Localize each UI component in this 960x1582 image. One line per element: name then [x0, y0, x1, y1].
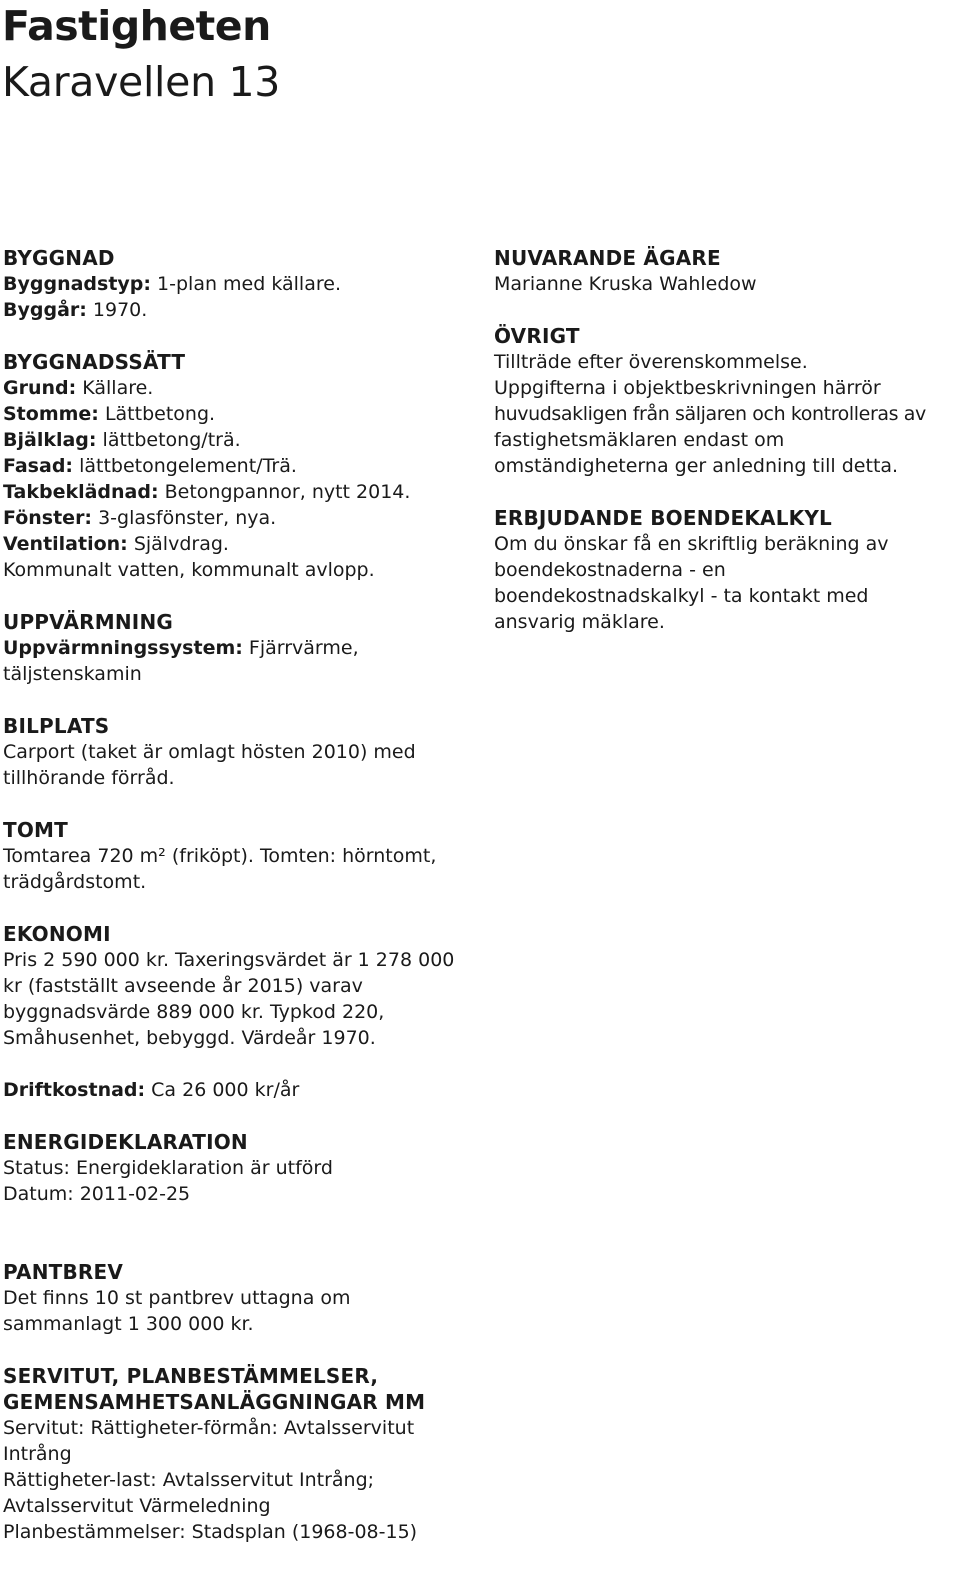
info-value: Källare. [76, 377, 154, 399]
info-text: boendekostnadskalkyl - ta kontakt med [494, 585, 869, 607]
page-title: Fastigheten [2, 2, 271, 50]
info-label: Grund: [3, 377, 77, 399]
info-value: Betongpannor, nytt 2014. [158, 481, 411, 503]
info-text: Planbestämmelser: Stadsplan (1968-08-15) [3, 1521, 418, 1543]
info-text: Avtalsservitut Värmeledning [3, 1495, 271, 1517]
info-value: Ca 26 000 kr/år [145, 1079, 300, 1101]
info-text: Om du önskar få en skriftlig beräkning av [494, 533, 889, 555]
info-text: Tillträde efter överenskommelse. [494, 351, 808, 373]
info-text: Uppgifterna i objektbeskrivningen härrör [494, 377, 881, 399]
info-value: 3-glasfönster, nya. [92, 507, 277, 529]
info-value: lättbetongelement/Trä. [73, 455, 297, 477]
section-heading: UPPVÄRMNING [3, 610, 173, 634]
info-row [3, 1077, 465, 1103]
section-heading: ERBJUDANDE BOENDEKALKYL [494, 506, 832, 530]
section-byggnadssatt [3, 349, 465, 583]
info-text: täljstenskamin [3, 663, 142, 685]
info-text: fastighetsmäklaren endast om [494, 429, 785, 451]
section-heading: EKONOMI [3, 922, 111, 946]
info-label: Driftkostnad: [3, 1079, 146, 1101]
info-text: kr (fastställt avseende år 2015) varav [3, 975, 363, 997]
info-row [3, 427, 465, 453]
section-byggnad [3, 245, 465, 323]
info-label: Byggnadstyp: [3, 273, 151, 295]
section-heading: BYGGNADSSÄTT [3, 350, 186, 374]
info-text: Det finns 10 st pantbrev uttagna om [3, 1287, 351, 1309]
section-heading: BILPLATS [3, 714, 110, 738]
info-text: tillhörande förråd. [3, 767, 175, 789]
right-column [494, 245, 960, 635]
info-row [3, 531, 465, 557]
info-row [3, 297, 465, 323]
info-label: Stomme: [3, 403, 99, 425]
info-text: Tomtarea 720 m² (friköpt). Tomten: hörntomt, [3, 845, 437, 867]
info-text: Marianne Kruska Wahledow [494, 273, 757, 295]
info-value: Självdrag. [127, 533, 229, 555]
section-ekonomi [3, 921, 465, 1051]
info-label: Fasad: [3, 455, 74, 477]
info-row [3, 479, 465, 505]
info-text: Småhusenhet, bebyggd. Värdeår 1970. [3, 1027, 376, 1049]
info-label: Takbeklädnad: [3, 481, 159, 503]
section-tomt [3, 817, 465, 895]
section-uppvarmning [3, 609, 465, 687]
info-row [3, 635, 465, 661]
info-label: Fönster: [3, 507, 93, 529]
info-text: Carport (taket är omlagt hösten 2010) med [3, 741, 416, 763]
info-text: ansvarig mäklare. [494, 611, 665, 633]
info-label: Bjälklag: [3, 429, 97, 451]
section-bilplats [3, 713, 465, 791]
info-text: huvudsakligen från säljaren och kontrolleras av [494, 403, 926, 425]
info-text: Pris 2 590 000 kr. Taxeringsvärdet är 1 278 000 [3, 949, 455, 971]
section-erbjudande-boendekalkyl [494, 505, 960, 635]
info-text: Kommunalt vatten, kommunalt avlopp. [3, 559, 375, 581]
property-name: Karavellen 13 [2, 58, 281, 106]
section-pantbrev [3, 1259, 465, 1337]
info-text: Rättigheter-last: Avtalsservitut Intrång; [3, 1469, 375, 1491]
info-text: Servitut: Rättigheter-förmån: Avtalsservitut [3, 1417, 415, 1439]
info-text: byggnadsvärde 889 000 kr. Typkod 220, [3, 1001, 385, 1023]
info-text: sammanlagt 1 300 000 kr. [3, 1313, 254, 1335]
section-heading: ÖVRIGT [494, 324, 580, 348]
info-text: Intrång [3, 1443, 72, 1465]
section-ovrigt [494, 323, 960, 479]
section-heading: TOMT [3, 818, 68, 842]
section-servitut [3, 1363, 465, 1545]
section-heading: SERVITUT, PLANBESTÄMMELSER, [3, 1364, 379, 1388]
section-heading: PANTBREV [3, 1260, 124, 1284]
section-heading: NUVARANDE ÄGARE [494, 246, 721, 270]
info-value: Lättbetong. [98, 403, 216, 425]
info-label: Byggår: [3, 299, 87, 321]
section-heading: GEMENSAMHETSANLÄGGNINGAR MM [3, 1390, 426, 1414]
info-row [3, 453, 465, 479]
info-value: 1-plan med källare. [151, 273, 341, 295]
info-text: Status: Energideklaration är utförd [3, 1157, 333, 1179]
left-column [3, 245, 465, 1545]
info-value: lättbetong/trä. [96, 429, 241, 451]
info-label: Ventilation: [3, 533, 128, 555]
info-row [3, 375, 465, 401]
info-text: trädgårdstomt. [3, 871, 147, 893]
info-row [3, 505, 465, 531]
section-heading: BYGGNAD [3, 246, 115, 270]
section-heading: ENERGIDEKLARATION [3, 1130, 248, 1154]
info-row [3, 401, 465, 427]
section-driftkostnad [3, 1077, 465, 1103]
info-text: boendekostnaderna - en [494, 559, 726, 581]
info-value: 1970. [86, 299, 148, 321]
info-label: Uppvärmningssystem: [3, 637, 243, 659]
section-nuvarande-agare [494, 245, 960, 297]
info-text: Datum: 2011-02-25 [3, 1183, 191, 1205]
info-row [3, 271, 465, 297]
section-energideklaration [3, 1129, 465, 1207]
info-text: omständigheterna ger anledning till detta. [494, 455, 899, 477]
info-value: Fjärrvärme, [242, 637, 359, 659]
